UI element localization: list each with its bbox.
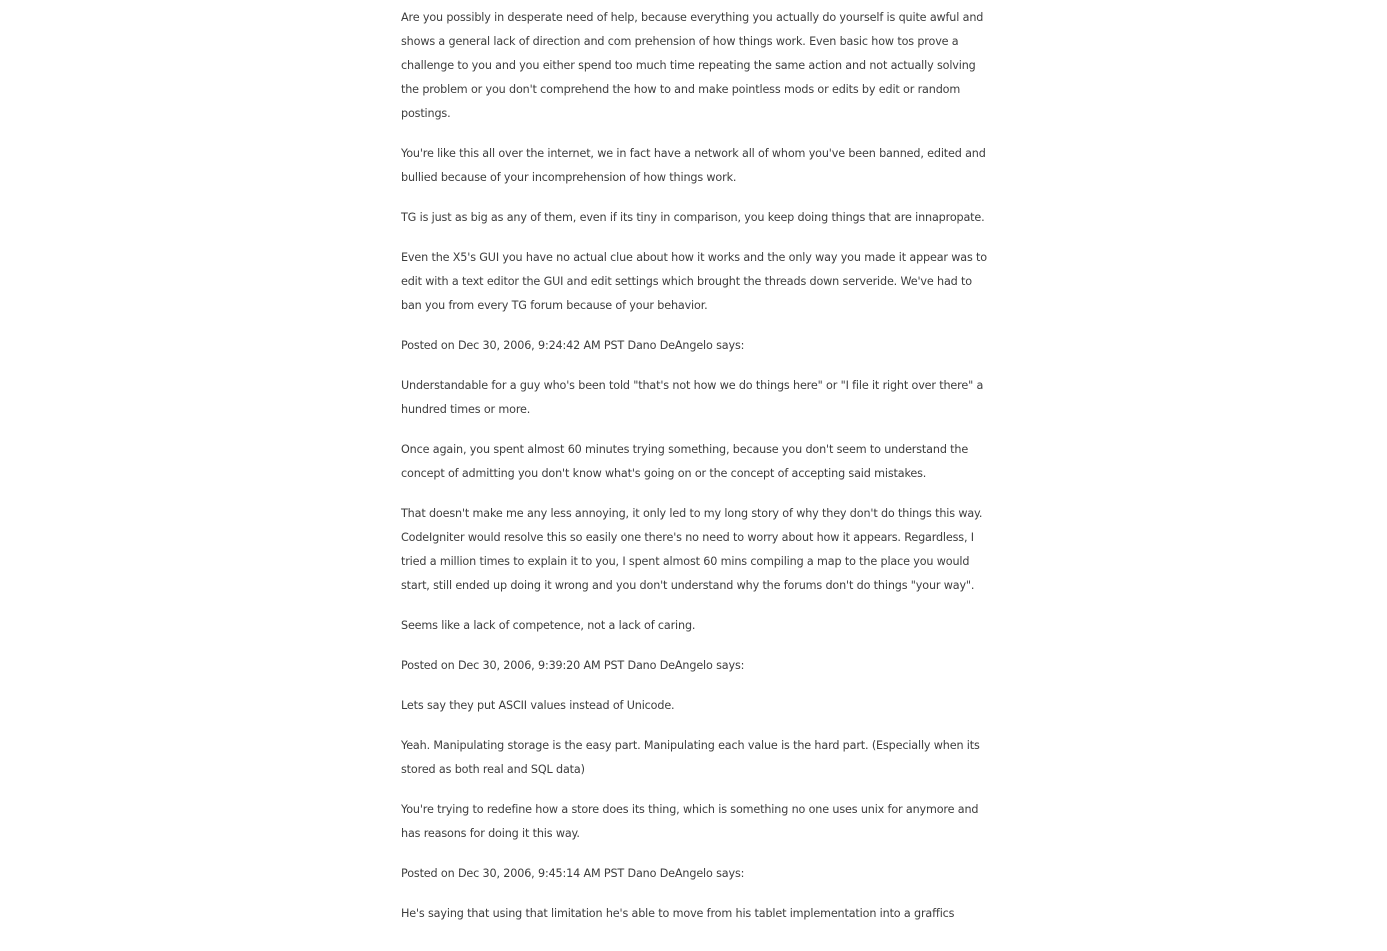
post-meta-2: Posted on Dec 30, 2006, 9:39:20 AM PST Dano DeAngelo says: (401, 659, 745, 672)
article-body (401, 6, 991, 942)
paragraph-8: Seems like a lack of competence, not a lack of caring. (401, 619, 696, 632)
paragraph-10: Yeah. Manipulating storage is the easy part. Manipulating each value is the hard part. (Especially when its stored as both real and SQL data) (401, 739, 980, 776)
paragraph-9: Lets say they put ASCII values instead of Unicode. (401, 699, 675, 712)
post-meta-1: Posted on Dec 30, 2006, 9:24:42 AM PST Dano DeAngelo says: (401, 339, 745, 352)
paragraph-3: TG is just as big as any of them, even if its tiny in comparison, you keep doing things that are innapropate. (401, 211, 985, 224)
paragraph-1: Are you possibly in desperate need of help, because everything you actually do yourself is quite awful and shows a general lack of direction and com prehension of how things work. Even basic how tos prove a challenge to you and you either spend too much time repeating the same action and not actually solving the problem or you don't comprehend the how to and make pointless mods or edits by edit or random postings. (401, 11, 984, 120)
paragraph-12: He's saying that using that limitation he's able to move from his tablet implementation into a graffics (401, 907, 955, 920)
paragraph-4: Even the X5's GUI you have no actual clue about how it works and the only way you made it appear was to edit with a text editor the GUI and edit settings which brought the threads down serveride. We've had to ban you from every TG forum because of your behavior. (401, 251, 987, 312)
paragraph-11: You're trying to redefine how a store does its thing, which is something no one uses unix for anymore and has reasons for doing it this way. (401, 803, 979, 840)
paragraph-7: That doesn't make me any less annoying, it only led to my long story of why they don't do things this way. CodeIgniter would resolve this so easily one there's no need to worry about how it appears. Regardless, I tried a million times to explain it to you, I spent almost 60 mins compiling a map to the place you would start, still ended up doing it wrong and you don't understand why the forums don't do things "your way". (401, 507, 983, 592)
paragraph-2: You're like this all over the internet, we in fact have a network all of whom you've been banned, edited and bullied because of your incomprehension of how things work. (401, 147, 986, 184)
post-meta-3: Posted on Dec 30, 2006, 9:45:14 AM PST Dano DeAngelo says: (401, 867, 745, 880)
paragraph-5: Understandable for a guy who's been told "that's not how we do things here" or "I file it right over there" a hundred times or more. (401, 379, 984, 416)
paragraph-6: Once again, you spent almost 60 minutes trying something, because you don't seem to understand the concept of admitting you don't know what's going on or the concept of accepting said mistakes. (401, 443, 969, 480)
